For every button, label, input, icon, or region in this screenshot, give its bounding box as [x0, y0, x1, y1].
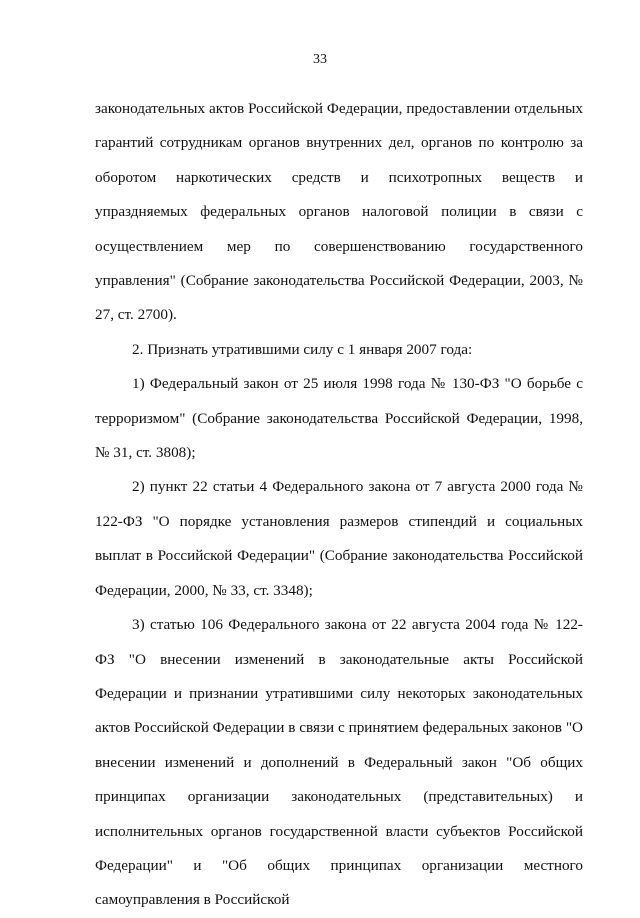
document-body — [95, 92, 583, 918]
page-number: 33 — [313, 52, 327, 67]
paragraph-continuation: законодательных актов Российской Федерации, предоставлении отдельных гарантий сотрудникам органов внутренних дел, органов по контролю за оборотом наркотических средств и психотропных веществ и упраздняемых федеральных органов налоговой полиции в связи с осуществлением мер по совершенствованию государственного управления" (Собрание законодательства Российской Федерации, 2003, № 27, ст. 2700). — [95, 100, 583, 324]
paragraph-subitem-1: 1) Федеральный закон от 25 июля 1998 года № 130-ФЗ "О борьбе с терроризмом" (Собрание законодательства Российской Федерации, 1998, № 31, ст. 3808); — [95, 375, 583, 462]
paragraph-subitem-2: 2) пункт 22 статьи 4 Федерального закона от 7 августа 2000 года № 122-ФЗ "О порядке установления размеров стипендий и социальных выплат в Российской Федерации" (Собрание законодательства Российской Федерации, 2000, № 33, ст. 3348); — [95, 478, 583, 599]
paragraph-item-2: 2. Признать утратившими силу с 1 января 2007 года: — [132, 340, 473, 358]
paragraph-subitem-3: 3) статью 106 Федерального закона от 22 августа 2004 года № 122-ФЗ "О внесении изменений в законодательные акты Российской Федерации и признании утратившими силу некоторых законодательных актов Российской Федерации в связи с принятием федеральных законов "О внесении изменений и дополнений в Федеральный закон "Об общих принципах организации законодательных (представительных) и исполнительных органов государственной власти субъектов Российской Федерации" и "Об общих принципах организации местного самоуправления в Российской — [95, 616, 583, 909]
